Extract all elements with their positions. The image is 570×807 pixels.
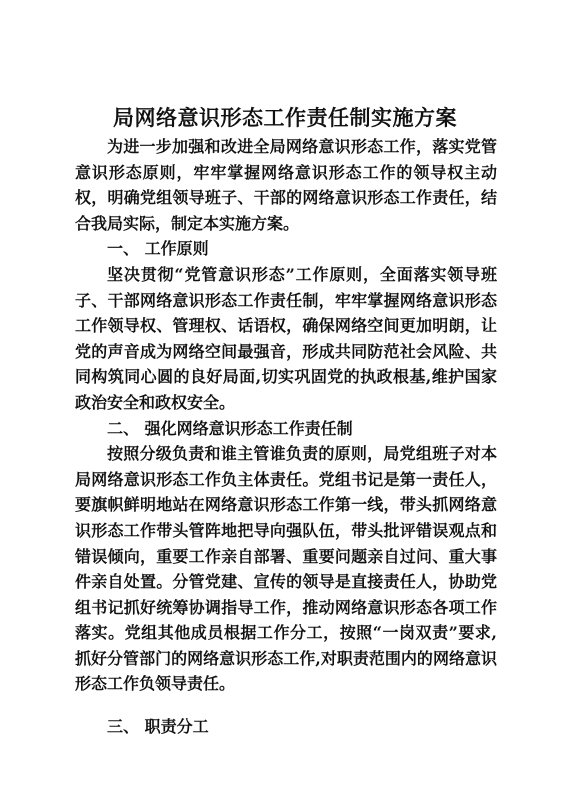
document-body <box>75 134 497 740</box>
responsibility-paragraph: 按照分级负责和谁主管谁负责的原则，局党组班子对本局网络意识形态工作负主体责任。党组书记是第一责任人，要旗帜鲜明地站在网络意识形态工作第一线，带头抓网络意识形态工作带头管阵地把导向强队伍，带头批评错误观点和错误倾向，重要工作亲自部署、重要问题亲自过问、重大事件亲自处置。分管党建、宣传的领导是直接责任人，协助党组书记抓好统筹协调指导工作，推动网络意识形态各项工作落实。党组其他成员根据工作分工，按照“一岗双责”要求,抓好分管部门的网络意识形态工作,对职责范围内的网络意识形态工作负领导责任。 <box>75 444 497 694</box>
document-title: 局网络意识形态工作责任制实施方案 <box>113 105 457 130</box>
principles-paragraph: 坚决贯彻“党管意识形态”工作原则，全面落实领导班子、干部网络意识形态工作责任制，牢牢掌握网络意识形态工作领导权、管理权、话语权，确保网络空间更加明朗，让党的声音成为网络空间最强音，形成共同防范社会风险、共同构筑同心圆的良好局面,切实巩固党的执政根基,维护国家政治安全和政权安全。 <box>75 264 497 412</box>
section-heading-duties: 三、 职责分工 <box>107 717 209 737</box>
section-heading-principles: 一、 工作原则 <box>107 239 209 259</box>
intro-paragraph: 为进一步加强和改进全局网络意识形态工作，落实党管意识形态原则，牢牢掌握网络意识形态工作的领导权主动权，明确党组领导班子、干部的网络意识形态工作责任，结合我局实际，制定本实施方案。 <box>75 137 497 233</box>
section-heading-responsibility: 二、 强化网络意识形态工作责任制 <box>107 418 353 438</box>
